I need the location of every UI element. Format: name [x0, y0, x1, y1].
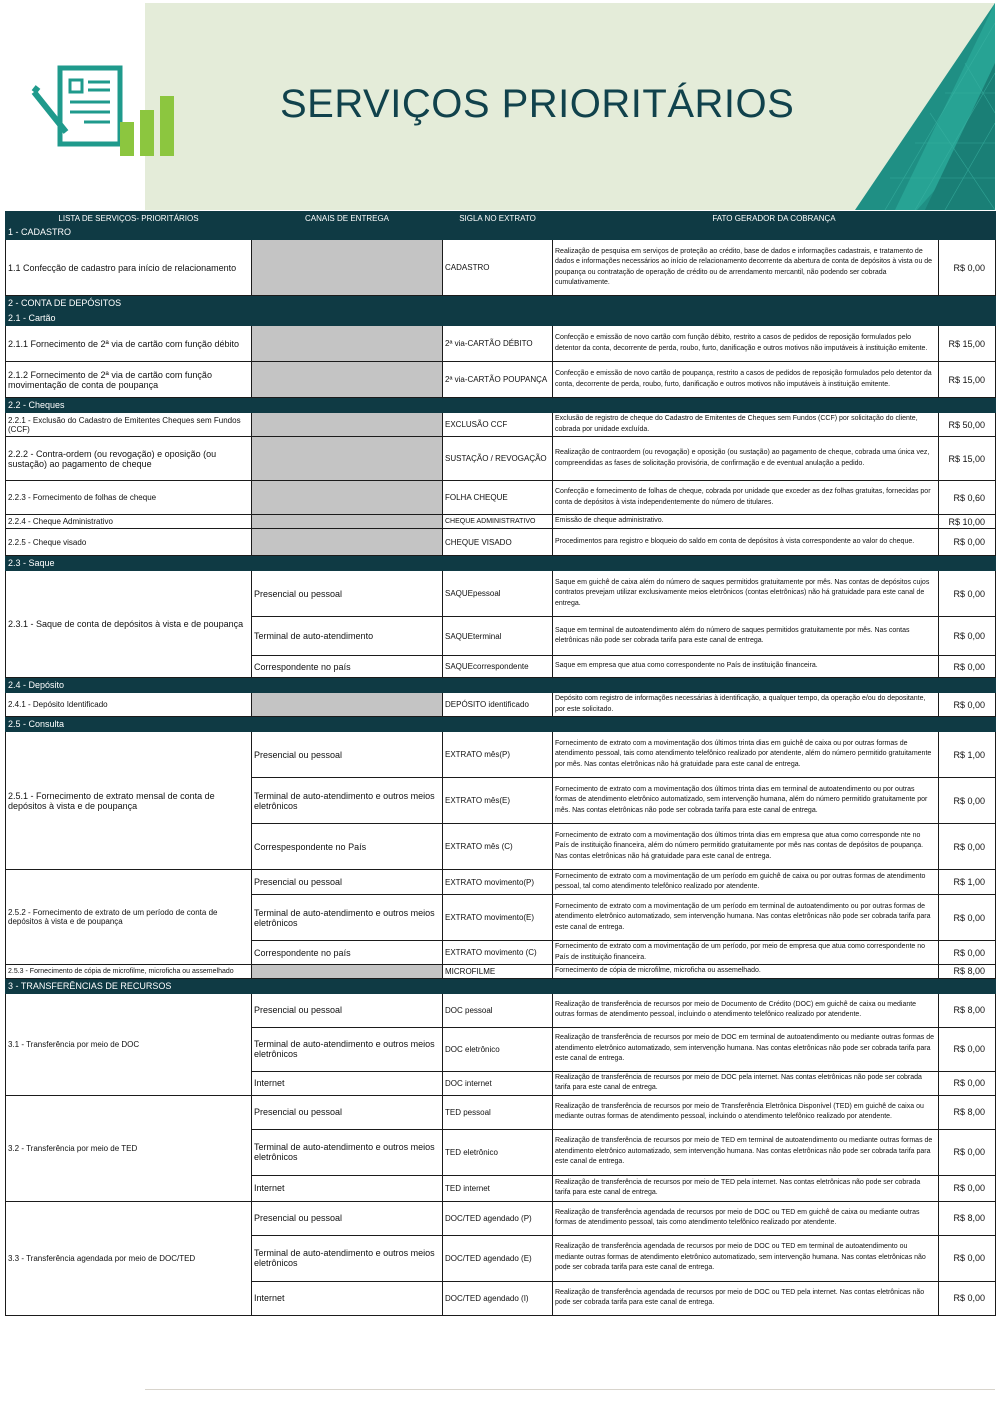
table-row: [6, 993, 996, 1027]
description-cell: Depósito com registro de informações necessárias à identificação, a qualquer tempo, da operação e/ou do depositante, por este solicitado.: [553, 693, 939, 717]
sigla-cell: CADASTRO: [443, 240, 553, 296]
value-cell: R$ 15,00: [939, 326, 996, 362]
sigla-cell: 2ª via-CARTÃO POUPANÇA: [443, 362, 553, 398]
channel-cell: Presencial ou pessoal: [252, 1201, 443, 1235]
table-row: [6, 515, 996, 529]
page-header: [0, 0, 1000, 212]
table-row: [6, 437, 996, 481]
description-cell: Saque em empresa que atua como correspondente no País de instituição financeira.: [553, 656, 939, 678]
value-cell: R$ 0,00: [939, 895, 996, 941]
value-cell: R$ 15,00: [939, 362, 996, 398]
value-cell: R$ 10,00: [939, 515, 996, 529]
section-label: 2.4 - Depósito: [6, 678, 996, 693]
table-row: [6, 326, 996, 362]
service-name: 2.5.1 - Fornecimento de extrato mensal de conta de depósitos à vista e de poupança: [6, 732, 252, 870]
service-name: 2.2.2 - Contra-ordem (ou revogação) e oposição (ou sustação) ao pagamento de cheque: [6, 437, 252, 481]
description-cell: Realização de transferência agendada de recursos por meio de DOC ou TED pela internet. Nas contas eletrônicas não pode ser cobrada tarifa para este canal de entrega.: [553, 1281, 939, 1315]
value-cell: R$ 0,00: [939, 824, 996, 870]
service-name: 2.1.1 Fornecimento de 2ª via de cartão com função débito: [6, 326, 252, 362]
section-label: 2 - CONTA DE DEPÓSITOS: [6, 296, 996, 311]
channel-cell: Presencial ou pessoal: [252, 1095, 443, 1129]
value-cell: R$ 50,00: [939, 413, 996, 437]
section-label: 2.3 - Saque: [6, 556, 996, 571]
service-name: 2.5.2 - Fornecimento de extrato de um período de conta de depósitos à vista e de poupança: [6, 870, 252, 965]
channel-cell: Correspondente no país: [252, 941, 443, 965]
description-cell: Fornecimento de extrato com a movimentação de um período, por meio de empresa que atua como correspondente no País de instituição financeira.: [553, 941, 939, 965]
service-name: 3.1 - Transferência por meio de DOC: [6, 993, 252, 1095]
column-header-fato-gerador: FATO GERADOR DA COBRANÇA: [553, 212, 996, 225]
table-row: [6, 240, 996, 296]
sigla-cell: DOC/TED agendado (P): [443, 1201, 553, 1235]
value-cell: R$ 1,00: [939, 870, 996, 895]
sigla-cell: DOC/TED agendado (E): [443, 1235, 553, 1281]
channel-cell: Correspespondente no País: [252, 824, 443, 870]
value-cell: R$ 8,00: [939, 1201, 996, 1235]
sigla-cell: SAQUEcorrespondente: [443, 656, 553, 678]
description-cell: Realização de transferência de recursos por meio de TED pela internet. Nas contas eletrônicas não pode ser cobrada tarifa para este canal de entrega.: [553, 1175, 939, 1201]
description-cell: Emissão de cheque administrativo.: [553, 515, 939, 529]
services-table: [5, 211, 996, 1316]
section-label: 2.5 - Consulta: [6, 717, 996, 732]
value-cell: R$ 0,00: [939, 1027, 996, 1071]
value-cell: R$ 0,00: [939, 656, 996, 678]
value-cell: R$ 0,00: [939, 693, 996, 717]
channel-cell: Correspondente no país: [252, 656, 443, 678]
document-chart-icon: [26, 62, 186, 162]
service-name: 2.3.1 - Saque de conta de depósitos à vista e de poupança: [6, 571, 252, 678]
section-row: [6, 678, 996, 693]
sigla-cell: EXCLUSÃO CCF: [443, 413, 553, 437]
sigla-cell: FOLHA CHEQUE: [443, 481, 553, 515]
channel-cell: Terminal de auto-atendimento e outros meios eletrônicos: [252, 1129, 443, 1175]
sigla-cell: 2ª via-CARTÃO DÉBITO: [443, 326, 553, 362]
service-name: 2.5.3 - Fornecimento de cópia de microfilme, microficha ou assemelhado: [6, 965, 252, 979]
service-name: 3.3 - Transferência agendada por meio de DOC/TED: [6, 1201, 252, 1315]
sigla-cell: TED eletrônico: [443, 1129, 553, 1175]
value-cell: R$ 0,00: [939, 1071, 996, 1095]
sigla-cell: TED internet: [443, 1175, 553, 1201]
channel-cell: [252, 413, 443, 437]
table-row: [6, 571, 996, 617]
sigla-cell: DOC/TED agendado (I): [443, 1281, 553, 1315]
value-cell: R$ 0,00: [939, 529, 996, 556]
section-label: 1 - CADASTRO: [6, 225, 996, 240]
value-cell: R$ 8,00: [939, 965, 996, 979]
description-cell: Fornecimento de extrato com a movimentação de um período em terminal de autoatendimento ou por outras formas de atendimento eletrônico automatizado, sem intervenção humana. Nas contas eletrônicas não pode ser cobrada tarifa para este canal de entrega.: [553, 895, 939, 941]
channel-cell: Presencial ou pessoal: [252, 870, 443, 895]
page-title: SERVIÇOS PRIORITÁRIOS: [280, 82, 795, 126]
description-cell: Realização de transferência de recursos por meio de Transferência Eletrônica Disponível (TED) em guichê de caixa ou mediante outras formas de atendimento pessoal, incluindo o atendimento telefônico realizado por atendente.: [553, 1095, 939, 1129]
value-cell: R$ 8,00: [939, 1095, 996, 1129]
service-name: 2.2.3 - Fornecimento de folhas de cheque: [6, 481, 252, 515]
channel-cell: Terminal de auto-atendimento: [252, 617, 443, 656]
channel-cell: [252, 965, 443, 979]
description-cell: Realização de transferência de recursos por meio de TED em terminal de autoatendimento ou mediante outras formas de atendimento eletrônico automatizado, sem intervenção humana. Nas contas eletrônicas não pode ser cobrada tarifa para este canal de entrega.: [553, 1129, 939, 1175]
value-cell: R$ 0,00: [939, 1235, 996, 1281]
description-cell: Procedimentos para registro e bloqueio do saldo em conta de depósitos à vista correspondente ao valor do cheque.: [553, 529, 939, 556]
sigla-cell: DOC eletrônico: [443, 1027, 553, 1071]
service-name: 2.2.1 - Exclusão do Cadastro de Emitentes Cheques sem Fundos (CCF): [6, 413, 252, 437]
sigla-cell: DEPÓSITO identificado: [443, 693, 553, 717]
description-cell: Saque em guichê de caixa além do número de saques permitidos gratuitamente por mês. Nas contas de depósitos cujos contratos prevejam utilizar exclusivamente meios eletrônicos (contas eletrônicas) não há gratuidade para este canal de entrega.: [553, 571, 939, 617]
description-cell: Fornecimento de extrato com a movimentação dos últimos trinta dias em terminal de autoatendimento ou por outras formas de atendimento eletrônico automatizado, sem intervenção humana, além do número permitido gratuitamente por mês. Nas contas eletrônicas não pode ser cobrada tarifa para este canal de entrega.: [553, 778, 939, 824]
channel-cell: [252, 362, 443, 398]
sigla-cell: SUSTAÇÃO / REVOGAÇÃO: [443, 437, 553, 481]
description-cell: Realização de transferência agendada de recursos por meio de DOC ou TED em terminal de autoatendimento ou mediante outras formas de atendimento eletrônico automatizado, sem intervenção humana. Nas contas eletrônicas não pode ser cobrada tarifa para este canal de entrega.: [553, 1235, 939, 1281]
table-row: [6, 1095, 996, 1129]
channel-cell: Presencial ou pessoal: [252, 732, 443, 778]
channel-cell: [252, 437, 443, 481]
channel-cell: [252, 326, 443, 362]
value-cell: R$ 1,00: [939, 732, 996, 778]
service-name: 2.2.5 - Cheque visado: [6, 529, 252, 556]
channel-cell: Terminal de auto-atendimento e outros meios eletrônicos: [252, 778, 443, 824]
table-row: [6, 870, 996, 895]
sigla-cell: EXTRATO movimento(E): [443, 895, 553, 941]
channel-cell: [252, 481, 443, 515]
channel-cell: Internet: [252, 1175, 443, 1201]
value-cell: R$ 8,00: [939, 993, 996, 1027]
sigla-cell: MICROFILME: [443, 965, 553, 979]
column-header-services: LISTA DE SERVIÇOS- PRIORITÁRIOS: [6, 212, 252, 225]
sigla-cell: SAQUEpessoal: [443, 571, 553, 617]
section-row: [6, 978, 996, 993]
sigla-cell: TED pessoal: [443, 1095, 553, 1129]
sigla-cell: DOC pessoal: [443, 993, 553, 1027]
channel-cell: [252, 515, 443, 529]
description-cell: Realização de pesquisa em serviços de proteção ao crédito, base de dados e informações cadastrais, e tratamento de dados e informações necessários ao início de relacionamento decorrente da abertura de conta de depósitos à vista ou de poupança ou contratação de operação de crédito ou de arrendamento mercantil, não podendo ser cobrada cumulativamente.: [553, 240, 939, 296]
service-name: 2.1.2 Fornecimento de 2ª via de cartão com função movimentação de conta de poupança: [6, 362, 252, 398]
section-row: [6, 717, 996, 732]
sigla-cell: EXTRATO mês(P): [443, 732, 553, 778]
section-label: 3 - TRANSFERÊNCIAS DE RECURSOS: [6, 978, 996, 993]
table-row: [6, 529, 996, 556]
section-label: 2.2 - Cheques: [6, 398, 996, 413]
value-cell: R$ 0,00: [939, 1175, 996, 1201]
sigla-cell: EXTRATO mês(E): [443, 778, 553, 824]
table-row: [6, 1201, 996, 1235]
description-cell: Fornecimento de extrato com a movimentação dos últimos trinta dias em empresa que atua como corresponde nte no País de instituição financeira, além do número permitido gratuitamente por mês nas contas de depósitos de poupança. Nas contas eletrônicas não há gratuidade para este canal de entrega.: [553, 824, 939, 870]
table-row: [6, 693, 996, 717]
description-cell: Confecção e emissão de novo cartão de poupança, restrito a casos de pedidos de reposição formulados pelo detentor da conta, decorrente de perda, roubo, furto, danificação e outros motivos não imputáveis à instituição emitente.: [553, 362, 939, 398]
value-cell: R$ 0,60: [939, 481, 996, 515]
channel-cell: Terminal de auto-atendimento e outros meios eletrônicos: [252, 895, 443, 941]
column-header-channels: CANAIS DE ENTREGA: [252, 212, 443, 225]
section-label: 2.1 - Cartão: [6, 311, 996, 326]
channel-cell: [252, 693, 443, 717]
service-name: 2.2.4 - Cheque Administrativo: [6, 515, 252, 529]
sigla-cell: CHEQUE VISADO: [443, 529, 553, 556]
description-cell: Realização de transferência de recursos por meio de DOC pela internet. Nas contas eletrônicas não pode ser cobrada tarifa para este canal de entrega.: [553, 1071, 939, 1095]
service-name: 3.2 - Transferência por meio de TED: [6, 1095, 252, 1201]
description-cell: Fornecimento de cópia de microfilme, microficha ou assemelhado.: [553, 965, 939, 979]
section-row: [6, 398, 996, 413]
section-row: [6, 225, 996, 240]
sigla-cell: EXTRATO movimento (C): [443, 941, 553, 965]
description-cell: Realização de transferência de recursos por meio de Documento de Crédito (DOC) em guichê de caixa ou mediante outras formas de atendimento pessoal, incluindo o atendimento telefônico realizado por atendente.: [553, 993, 939, 1027]
section-row: [6, 556, 996, 571]
section-row: [6, 311, 996, 326]
table-row: [6, 481, 996, 515]
table-header-row: [6, 212, 996, 225]
value-cell: R$ 0,00: [939, 571, 996, 617]
value-cell: R$ 0,00: [939, 1129, 996, 1175]
page-bottom-rule: [145, 1389, 995, 1390]
description-cell: Fornecimento de extrato com a movimentação dos últimos trinta dias em guichê de caixa ou por outras formas de atendimento pessoal, tais como atendimento telefônico realizado por atendente, além do número permitido gratuitamente por mês. Nas contas eletrônicas não há gratuidade para este canal de entrega.: [553, 732, 939, 778]
value-cell: R$ 0,00: [939, 1281, 996, 1315]
section-row: [6, 296, 996, 311]
description-cell: Exclusão de registro de cheque do Cadastro de Emitentes de Cheques sem Fundos (CCF) por solicitação do cliente, cobrada por unidade excluída.: [553, 413, 939, 437]
channel-cell: Internet: [252, 1071, 443, 1095]
description-cell: Confecção e fornecimento de folhas de cheque, cobrada por unidade que exceder as dez folhas gratuitas, fornecidas por conta de depósitos à vista independentemente do número de titulares.: [553, 481, 939, 515]
sigla-cell: DOC internet: [443, 1071, 553, 1095]
channel-cell: [252, 529, 443, 556]
description-cell: Realização de transferência de recursos por meio de DOC em terminal de autoatendimento ou mediante outras formas de atendimento eletrônico automatizado, sem intervenção humana. Nas contas eletrônicas não pode ser cobrada tarifa para este canal de entrega.: [553, 1027, 939, 1071]
geometric-pattern-decoration: [855, 3, 995, 210]
channel-cell: Presencial ou pessoal: [252, 571, 443, 617]
value-cell: R$ 15,00: [939, 437, 996, 481]
channel-cell: Internet: [252, 1281, 443, 1315]
column-header-sigla: SIGLA NO EXTRATO: [443, 212, 553, 225]
description-cell: Confecção e emissão de novo cartão com função débito, restrito a casos de pedidos de reposição formulados pelo detentor da conta, decorrente de perda, roubo, furto, danificação e outros motivos não imputáveis à instituição emitente.: [553, 326, 939, 362]
service-name: 2.4.1 - Depósito Identificado: [6, 693, 252, 717]
sigla-cell: EXTRATO movimento(P): [443, 870, 553, 895]
table-row: [6, 362, 996, 398]
channel-cell: Presencial ou pessoal: [252, 993, 443, 1027]
description-cell: Realização de transferência agendada de recursos por meio de DOC ou TED em guichê de caixa ou mediante outras formas de atendimento pessoal, tais como atendimento telefônico realizado por atendente.: [553, 1201, 939, 1235]
channel-cell: [252, 240, 443, 296]
value-cell: R$ 0,00: [939, 778, 996, 824]
table-row: [6, 965, 996, 979]
sigla-cell: CHEQUE ADMINISTRATIVO: [443, 515, 553, 529]
value-cell: R$ 0,00: [939, 941, 996, 965]
sigla-cell: SAQUEterminal: [443, 617, 553, 656]
description-cell: Saque em terminal de autoatendimento além do número de saques permitidos gratuitamente por mês. Nas contas eletrônicas não pode ser cobrada tarifa para este canal de entrega.: [553, 617, 939, 656]
description-cell: Fornecimento de extrato com a movimentação de um período em guichê de caixa ou por outras formas de atendimento pessoal, tal como atendimento telefônico realizado por atendente.: [553, 870, 939, 895]
value-cell: R$ 0,00: [939, 240, 996, 296]
description-cell: Realização de contraordem (ou revogação) e oposição (ou sustação) ao pagamento de cheque, cobrada uma única vez, compreendidas as fases de solicitação provisória, de confirmação e de eventual anulação a pedido.: [553, 437, 939, 481]
sigla-cell: EXTRATO mês (C): [443, 824, 553, 870]
table-row: [6, 732, 996, 778]
table-row: [6, 413, 996, 437]
channel-cell: Terminal de auto-atendimento e outros meios eletrônicos: [252, 1235, 443, 1281]
service-name: 1.1 Confecção de cadastro para início de relacionamento: [6, 240, 252, 296]
value-cell: R$ 0,00: [939, 617, 996, 656]
channel-cell: Terminal de auto-atendimento e outros meios eletrônicos: [252, 1027, 443, 1071]
